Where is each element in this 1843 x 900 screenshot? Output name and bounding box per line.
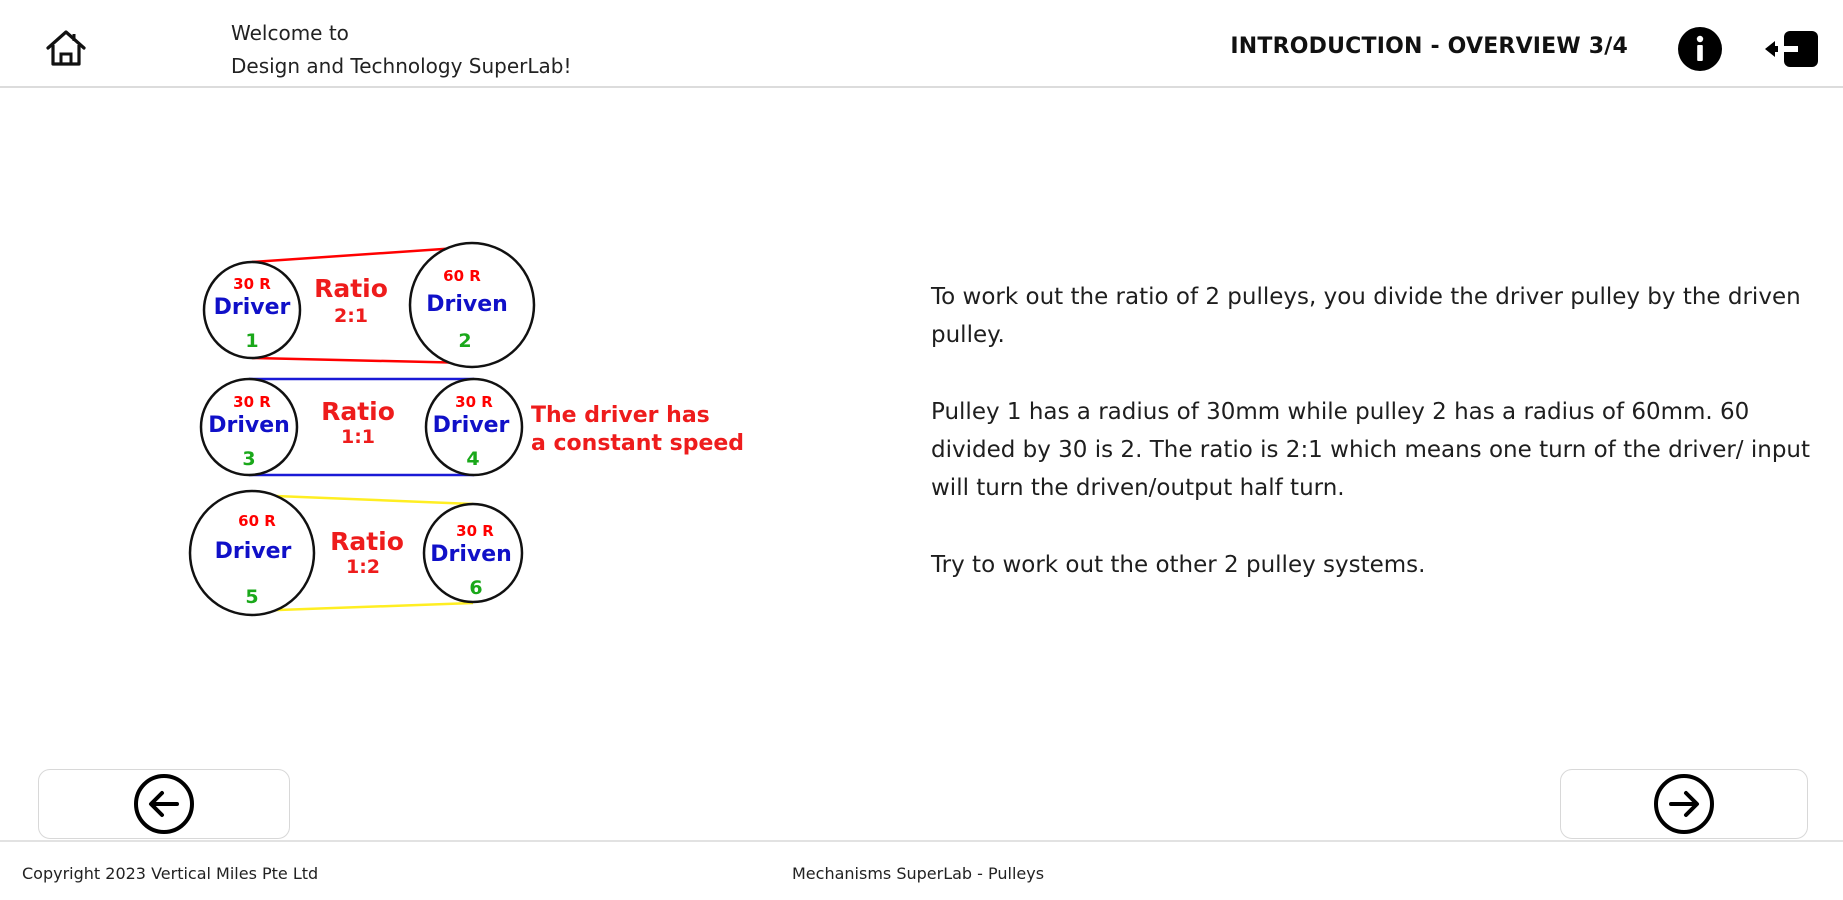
exit-button[interactable] [1762,27,1822,71]
pulley-number-label: 3 [242,448,256,470]
pulley-size-label: 30 R [233,275,271,293]
pulley-number-label: 6 [469,577,483,599]
exit-icon [1762,27,1822,71]
pulley-role-label: Driven [208,413,290,438]
pulley-number-label: 5 [245,586,259,608]
ratio-title: Ratio [330,527,404,556]
pulley-role-label: Driver [432,413,510,438]
pulley-number-label: 1 [245,330,259,352]
paragraph-exercise: Try to work out the other 2 pulley systems. [931,552,1426,578]
pulley-size-label: 60 R [238,512,276,530]
pulley-role-label: Driven [426,292,508,317]
welcome-line1: Welcome to [231,21,349,45]
pulley-system-3 [190,491,522,615]
ratio-value: 1:1 [340,426,376,448]
ratio-value: 1:2 [345,556,381,578]
pulley-size-label: 30 R [455,393,493,411]
driver-note-line1: The driver has [531,403,710,428]
home-button[interactable] [40,24,92,72]
pulley-system-2 [201,379,744,475]
next-button[interactable] [1560,769,1808,839]
header-bar [0,0,1843,88]
ratio-title: Ratio [321,397,395,426]
welcome-text [231,17,572,83]
info-button[interactable] [1677,26,1723,72]
arrow-left-icon [133,773,195,835]
welcome-line2: Design and Technology SuperLab! [231,54,572,78]
driver-note-line2: a constant speed [531,431,745,456]
previous-button[interactable] [38,769,290,839]
home-icon [40,24,92,72]
copyright-text: Copyright 2023 Vertical Miles Pte Ltd [22,864,319,883]
paragraph-ratio-method: To work out the ratio of 2 pulleys, you divide the driver pulley by the driven pulley. [931,284,1801,348]
pulley-role-label: Driven [430,542,512,567]
pulley-size-label: 30 R [233,393,271,411]
pulley-system-1 [204,243,534,367]
course-title: Mechanisms SuperLab - Pulleys [792,864,1045,883]
paragraph-example: Pulley 1 has a radius of 30mm while pulley 2 has a radius of 60mm. 60 divided by 30 is 2. The ratio is 2:1 which means one turn of the driver/ input will turn the driven/output half turn. [931,399,1811,501]
info-icon [1677,26,1723,72]
ratio-title: Ratio [314,274,388,303]
pulley-role-label: Driver [213,295,291,320]
pulley-number-label: 4 [466,448,480,470]
pulley-number-label: 2 [458,330,472,352]
pulley-diagram [180,225,780,645]
arrow-right-icon [1653,773,1715,835]
explanation-text [931,278,1811,623]
pulley-size-label: 60 R [443,267,481,285]
footer-bar [0,840,1843,900]
pulley-role-label: Driver [214,539,292,564]
page-title: INTRODUCTION - OVERVIEW 3/4 [1230,34,1628,59]
ratio-value: 2:1 [333,305,369,327]
pulley-size-label: 30 R [456,522,494,540]
